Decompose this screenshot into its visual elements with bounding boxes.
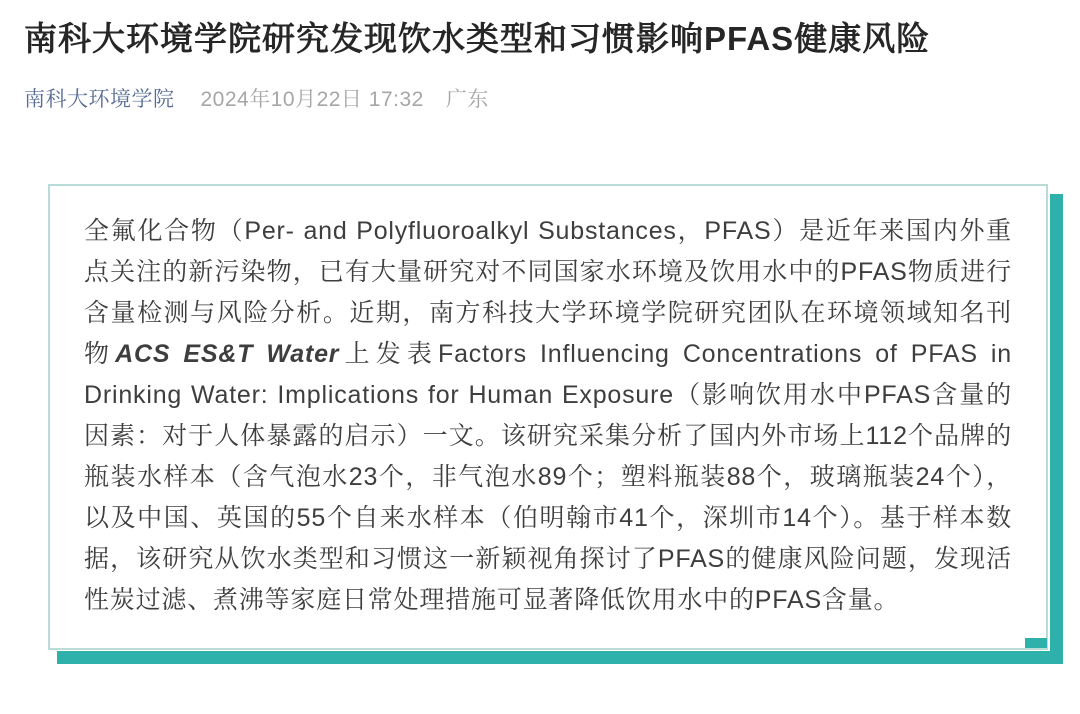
journal-name-emphasis: ACS ES&T Water: [115, 340, 340, 368]
publish-date: 2024年10月22日 17:32: [200, 88, 424, 111]
quote-box-inner: [48, 184, 1048, 650]
paragraph-text: 全氟化合物（Per- and Polyfluoroalkyl Substances，PFAS）是近年来国内外重点关注的新污染物，已有大量研究对不同国家水环境及饮用水中的PFAS物质进行含量检测与风险分析。近期，南方科技大学环境学院研究团队在环境领域知名刊物: [84, 217, 1012, 368]
accent-bar-stub: [1025, 638, 1047, 648]
byline: [24, 86, 1056, 114]
article-page: [0, 16, 1080, 714]
accent-bar-bottom: [57, 651, 1063, 664]
publish-location: 广东: [445, 88, 489, 111]
paragraph-text: 上发表Factors Influencing Concentrations of PFAS in Drinking Water: Implications for Human Exposure（影响饮用水中PFAS含量的因素：对于人体暴露的启示）一文。该研究采集分析了国内外市场上112个品牌的瓶装水样本（含气泡水23个，非气泡水89个；塑料瓶装88个，玻璃瓶装24个），以及中国、英国的55个自来水样本（伯明翰市41个，深圳市14个）。基于样本数据，该研究从饮水类型和习惯这一新颖视角探讨了PFAS的健康风险问题，发现活性炭过滤、煮沸等家庭日常处理措施可显著降低饮用水中的PFAS含量。: [84, 340, 1012, 614]
article-title: 南科大环境学院研究发现饮水类型和习惯影响PFAS健康风险: [24, 20, 931, 57]
account-name-link[interactable]: 南科大环境学院: [24, 88, 175, 111]
quote-box: [48, 184, 1048, 650]
quote-paragraph: [84, 211, 1012, 621]
accent-bar-right: [1050, 194, 1063, 664]
